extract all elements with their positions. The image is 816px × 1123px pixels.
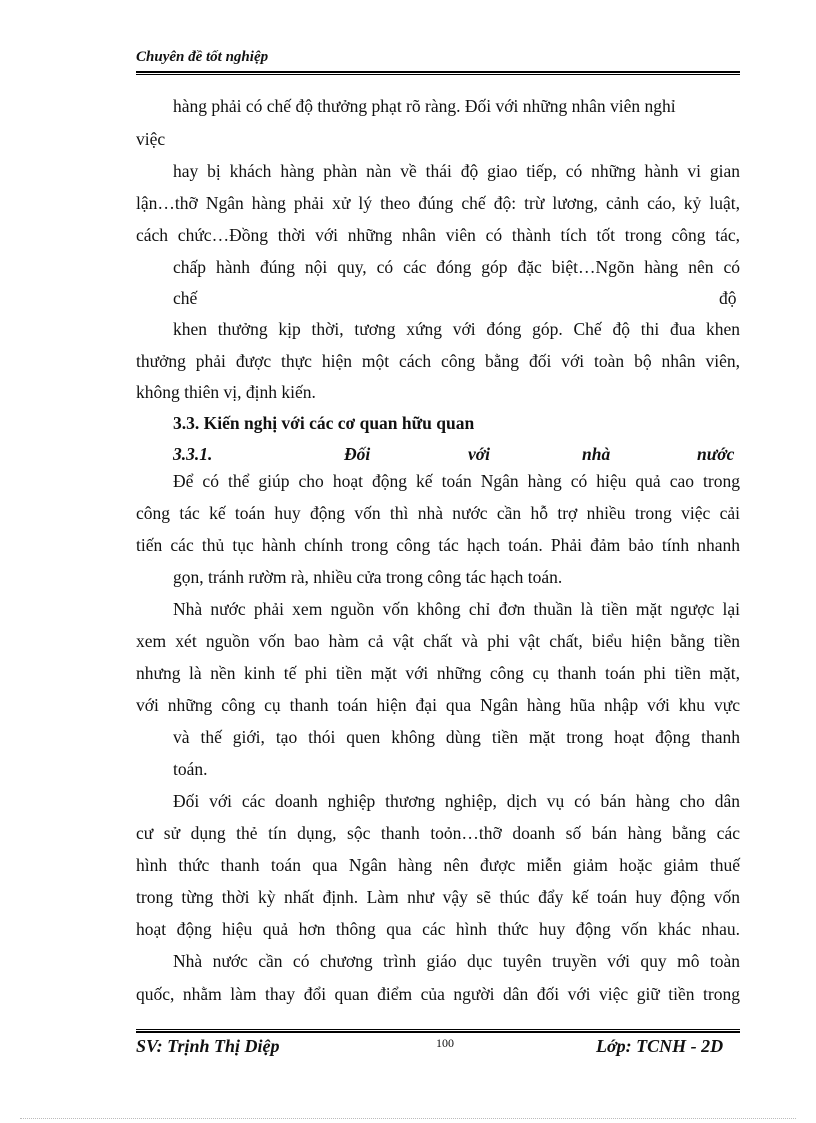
body-line: Nhà nước phải xem nguồn vốn không chỉ đơn thuần là tiền mặt ngược lại	[173, 599, 740, 619]
body-line: Nhà nước cần có chương trình giáo dục tuyên truyền với quy mô toàn	[173, 951, 740, 971]
body-line: Để có thể giúp cho hoạt động kế toán Ngân hàng có hiệu quả cao trong	[173, 471, 740, 491]
body-line: cư sử dụng thẻ tín dụng, sộc thanh toỏn…thỡ doanh số bán hàng bằng các	[136, 823, 740, 843]
body-line: thưởng phải được thực hiện một cách công bằng đối với toàn bộ nhân viên,	[136, 351, 740, 371]
body-line: chấp hành đúng nội quy, có các đóng góp đặc biệt…Ngõn hàng nên có	[173, 257, 740, 277]
subsection-heading: với	[468, 444, 491, 464]
section-heading: 3.3. Kiến nghị với các cơ quan hữu quan	[173, 413, 475, 433]
body-line: không thiên vị, định kiến.	[136, 382, 316, 402]
body-line: gọn, tránh rườm rà, nhiều cửa trong công tác hạch toán.	[173, 567, 563, 587]
body-line: cách chức…Đồng thời với những nhân viên có thành tích tốt trong công tác,	[136, 225, 740, 245]
body-line: khen thưởng kịp thời, tương xứng với đóng góp. Chế độ thi đua khen	[173, 319, 740, 339]
subsection-heading: Đối	[344, 444, 371, 464]
body-line: hàng phải có chế độ thưởng phạt rõ ràng. Đối với những nhân viên nghỉ	[173, 96, 676, 116]
body-line: xem xét nguồn vốn bao hàm cả vật chất và phi vật chất, biểu hiện bằng tiền	[136, 631, 740, 651]
footer-rule	[136, 1029, 740, 1033]
header-title: Chuyên đề tốt nghiệp	[136, 49, 269, 65]
body-line: với những công cụ thanh toán hiện đại qua Ngân hàng hũa nhập với khu vực	[136, 695, 740, 715]
body-line: chế	[173, 288, 198, 308]
body-line: và thế giới, tạo thói quen không dùng tiền mặt trong hoạt động thanh	[173, 727, 740, 747]
footer-class: Lớp: TCNH - 2D	[596, 1036, 724, 1056]
body-line: hình thức thanh toán qua Ngân hàng nên được miễn giảm hoặc giảm thuế	[136, 855, 740, 875]
body-line: việc	[136, 129, 166, 149]
body-line: công tác kế toán huy động vốn thì nhà nước cần hỗ trợ nhiều trong việc cải	[136, 503, 740, 523]
body-line: hoạt động hiệu quả hơn thông qua các hình thức huy động vốn khác nhau.	[136, 919, 740, 939]
body-line: nhưng là nền kinh tế phi tiền mặt với những công cụ thanh toán phi tiền mặt,	[136, 663, 740, 683]
subsection-heading: nhà	[582, 444, 611, 464]
footer-student: SV: Trịnh Thị Diệp	[136, 1036, 280, 1056]
page-number: 100	[436, 1036, 454, 1050]
body-line: Đối với các doanh nghiệp thương nghiệp, dịch vụ có bán hàng cho dân	[173, 791, 740, 811]
body-line: tiến các thủ tục hành chính trong công tác hạch toán. Phải đảm bảo tính nhanh	[136, 535, 740, 555]
body-line: toán.	[173, 759, 208, 779]
subsection-heading: nước	[697, 444, 735, 464]
body-line: lận…thỡ Ngân hàng phải xử lý theo đúng chế độ: trừ lương, cảnh cáo, kỷ luật,	[136, 193, 740, 213]
body-line: quốc, nhằm làm thay đổi quan điểm của người dân đối với việc giữ tiền trong	[136, 984, 740, 1004]
header-rule	[136, 71, 740, 75]
page-bottom-border	[20, 1118, 796, 1119]
subsection-heading: 3.3.1.	[173, 444, 213, 464]
body-line: trong từng thời kỳ nhất định. Làm như vậy sẽ thúc đẩy kế toán huy động vốn	[136, 887, 740, 907]
body-line: độ	[719, 288, 737, 308]
body-line: hay bị khách hàng phàn nàn về thái độ giao tiếp, có những hành vi gian	[173, 161, 740, 181]
